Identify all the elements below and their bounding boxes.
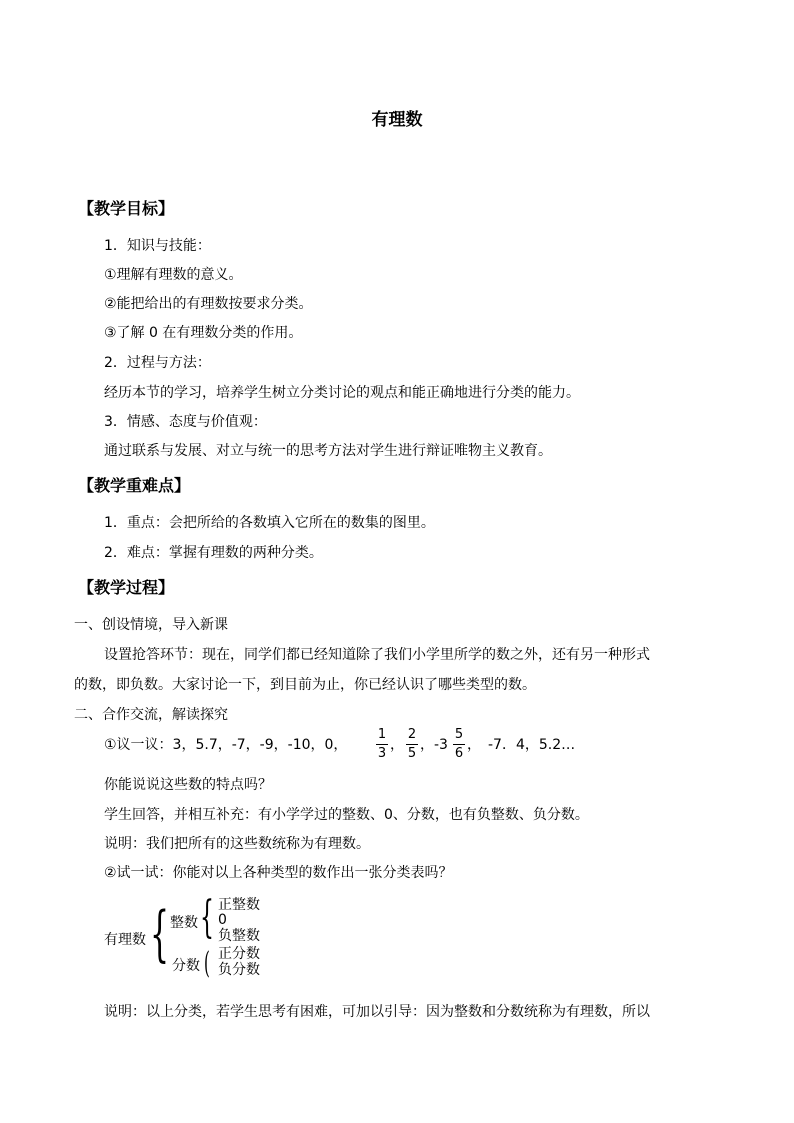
goal-line: 经历本节的学习，培养学生树立分类讨论的观点和能正确地进行分类的能力。 [104,385,580,401]
part2-title: 二、合作交流，解读探究 [74,707,228,723]
fraction-denominator: 6 [454,746,464,761]
paragraph: 的数，即负数。大家讨论一下，到目前为止，你已经认识了哪些类型的数。 [74,677,536,693]
goals-heading: 【教学目标】 [78,199,175,218]
paragraph: 说明：我们把所有的这些数统称为有理数。 [104,836,370,852]
tree-zero: 0 [218,912,227,928]
brace-icon: { [200,892,214,943]
tree-negative-integer: 负整数 [218,928,260,944]
goal-line: ③了解 0 在有理数分类的作用。 [104,325,303,341]
tree-positive-fraction: 正分数 [218,946,260,962]
paragraph: 学生回答，并相互补充：有小学学过的整数、0、分数，也有负整数、负分数。 [104,807,589,823]
fraction-denominator: 3 [377,746,387,761]
fraction-one-third [376,727,388,761]
tree-integers: 整数 [170,915,198,931]
goal-line: 通过联系与发展、对立与统一的思考方法对学生进行辩证唯物主义教育。 [104,443,552,459]
tree-fractions: 分数 [172,958,200,974]
separator: ，-3 [420,737,448,753]
tree-positive-integer: 正整数 [218,897,260,913]
page-title: 有理数 [371,110,423,130]
numbers-suffix: ， -7．4，5.2… [467,737,576,753]
paragraph: 说明：以上分类，若学生思考有困难，可加以引导：因为整数和分数统称为有理数，所以 [104,1004,650,1020]
goal-line: ①理解有理数的意义。 [104,267,243,283]
goal-line: 2．过程与方法： [104,355,211,371]
fraction-five-sixths [453,727,465,761]
goal-line: 3．情感、态度与价值观： [104,414,267,430]
process-heading: 【教学过程】 [78,578,175,597]
tree-negative-fraction: 负分数 [218,962,260,978]
brace-icon: { [150,899,170,969]
separator: ， [390,737,404,753]
fraction-numerator: 5 [454,727,464,742]
tree-root: 有理数 [104,932,146,948]
fraction-denominator: 5 [407,746,417,761]
paren-icon: ( [204,946,210,981]
goal-line: 1．知识与技能： [104,238,211,254]
key-points-heading: 【教学重难点】 [78,476,191,495]
numbers-prefix: ①议一议：3，5.7，-7，-9，-10，0， [104,737,348,753]
paragraph: 你能说说这些数的特点吗？ [104,777,272,793]
goal-line: ②能把给出的有理数按要求分类。 [104,296,313,312]
fraction-numerator: 2 [407,727,417,742]
fraction-numerator: 1 [377,727,387,742]
paragraph: ②试一试：你能对以上各种类型的数作出一张分类表吗？ [104,865,453,881]
fraction-two-fifths [406,727,418,761]
paragraph: 设置抢答环节：现在，同学们都已经知道除了我们小学里所学的数之外，还有另一种形式 [104,647,650,663]
key-point-line: 1．重点：会把所给的各数填入它所在的数集的图里。 [104,515,435,531]
part1-title: 一、创设情境，导入新课 [74,617,228,633]
key-point-line: 2．难点：掌握有理数的两种分类。 [104,545,323,561]
